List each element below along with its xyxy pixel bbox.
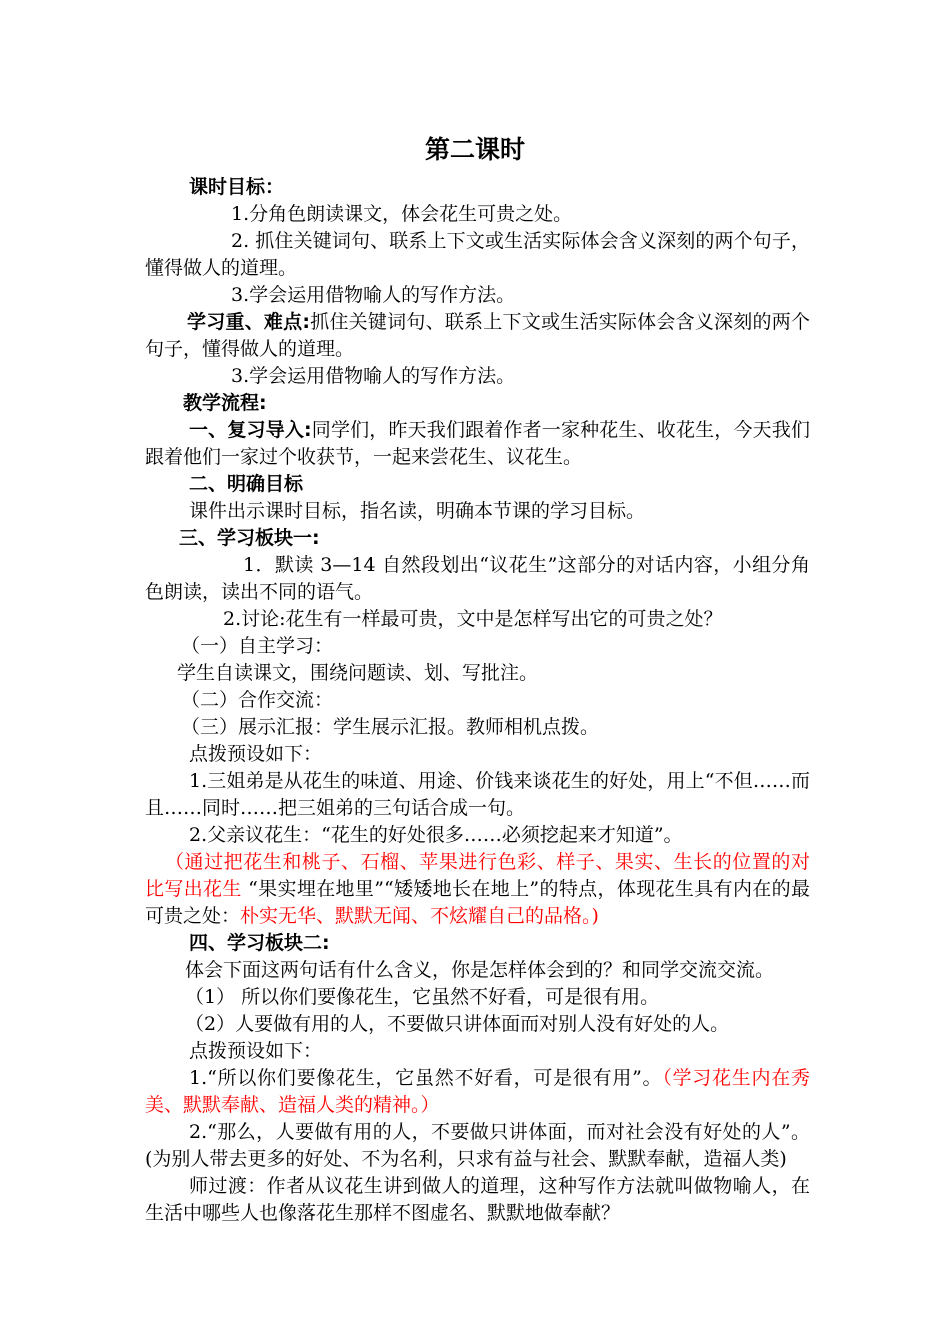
goal-item: 2. 抓住关键词句、联系上下文或生活实际体会含义深刻的两个句子，懂得做人的道理。: [145, 230, 810, 279]
goal-section-heading: 二、明确目标: [189, 473, 304, 495]
sentence-item: （1） 所以你们要像花生，它虽然不好看，可是很有用。: [185, 986, 660, 1008]
module1-item: 1．默读 3—14 自然段划出“议花生”这部分的对话内容，小组分角色朗读，读出不同的语气。: [145, 554, 810, 603]
guide-item: 2.“那么，人要做有用的人，不要做只讲体面，而对社会没有好处的人”。(为别人带去更多的好处、不为名利，只求有益与社会、默默奉献，造福人类): [145, 1121, 810, 1170]
sentence-item: （2）人要做有用的人，不要做只讲体面而对别人没有好处的人。: [185, 1013, 730, 1035]
module1-heading: 三、学习板块一:: [179, 527, 320, 549]
goals-heading: 课时目标：: [189, 176, 285, 198]
review-paragraph: [145, 417, 810, 471]
review-label: 一、复习导入:: [189, 419, 312, 441]
module1-item: 2.讨论:花生有一样最可贵，文中是怎样写出它的可贵之处？: [223, 608, 723, 630]
self-study-text: 学生自读课文，围绕问题读、划、写批注。: [177, 662, 539, 684]
module2-heading: 四、学习板块二:: [189, 932, 330, 954]
note-red-text: 朴实无华、默默无闻、不炫耀自己的品格。): [240, 905, 599, 927]
key-points-item: 3.学会运用借物喻人的写作方法。: [231, 365, 516, 387]
self-study-heading: （一）自主学习：: [181, 635, 334, 657]
guide-item-red-text: （学习花生内在秀美、默默奉献、造福人类的精神。）: [145, 1067, 810, 1116]
key-points-paragraph: [145, 309, 810, 363]
goal-section-text: 课件出示课时目标，指名读，明确本节课的学习目标。: [189, 500, 646, 522]
guide-heading: 点拨预设如下：: [189, 743, 323, 765]
guide-item: 2.父亲议花生：“花生的好处很多……必须挖起来才知道”。: [189, 824, 683, 846]
transition-paragraph: 师过渡：作者从议花生讲到做人的道理，这种写作方法就叫做物喻人，在生活中哪些人也像落花生那样不图虚名、默默地做奉献？: [145, 1175, 810, 1224]
note-red-text: （通过把花生和桃子、石榴、苹果进行色彩、样子、果实、生长的位置的对比写出花生: [145, 851, 810, 900]
report-heading: （三）展示汇报：学生展示汇报。教师相机点拨。: [181, 716, 600, 738]
guide-item: 1.三姐弟是从花生的味道、用途、价钱来谈花生的好处，用上“不但……而且……同时……把三姐弟的三句话合成一句。: [145, 770, 810, 819]
goal-item: 1.分角色朗读课文，体会花生可贵之处。: [231, 203, 573, 225]
guide-heading: 点拨预设如下：: [189, 1040, 323, 1062]
module2-text: 体会下面这两句话有什么含义，你是怎样体会到的？和同学交流交流。: [185, 959, 775, 981]
review-text: 同学们，昨天我们跟着作者一家种花生、收花生，今天我们跟着他们一家过个收获节，一起来尝花生、议花生。: [145, 419, 810, 468]
note-black-text: “果实埋在地里”“矮矮地长在地上”的特点，体现花生具有内在的最可贵之处：: [145, 878, 810, 927]
goal-item: 3.学会运用借物喻人的写作方法。: [231, 284, 516, 306]
note-paragraph: [145, 849, 810, 930]
process-heading: 教学流程:: [183, 392, 267, 414]
guide-item-text: 1.“所以你们要像花生，它虽然不好看，可是很有用”。: [189, 1067, 663, 1089]
key-points-text: 抓住关键词句、联系上下文或生活实际体会含义深刻的两个句子，懂得做人的道理。: [145, 311, 810, 360]
document-body: [145, 174, 810, 1227]
key-points-label: 学习重、难点:: [187, 311, 310, 333]
cooperate-heading: （二）合作交流：: [181, 689, 334, 711]
guide-item: [145, 1065, 810, 1119]
page-title: 第二课时: [424, 135, 525, 164]
